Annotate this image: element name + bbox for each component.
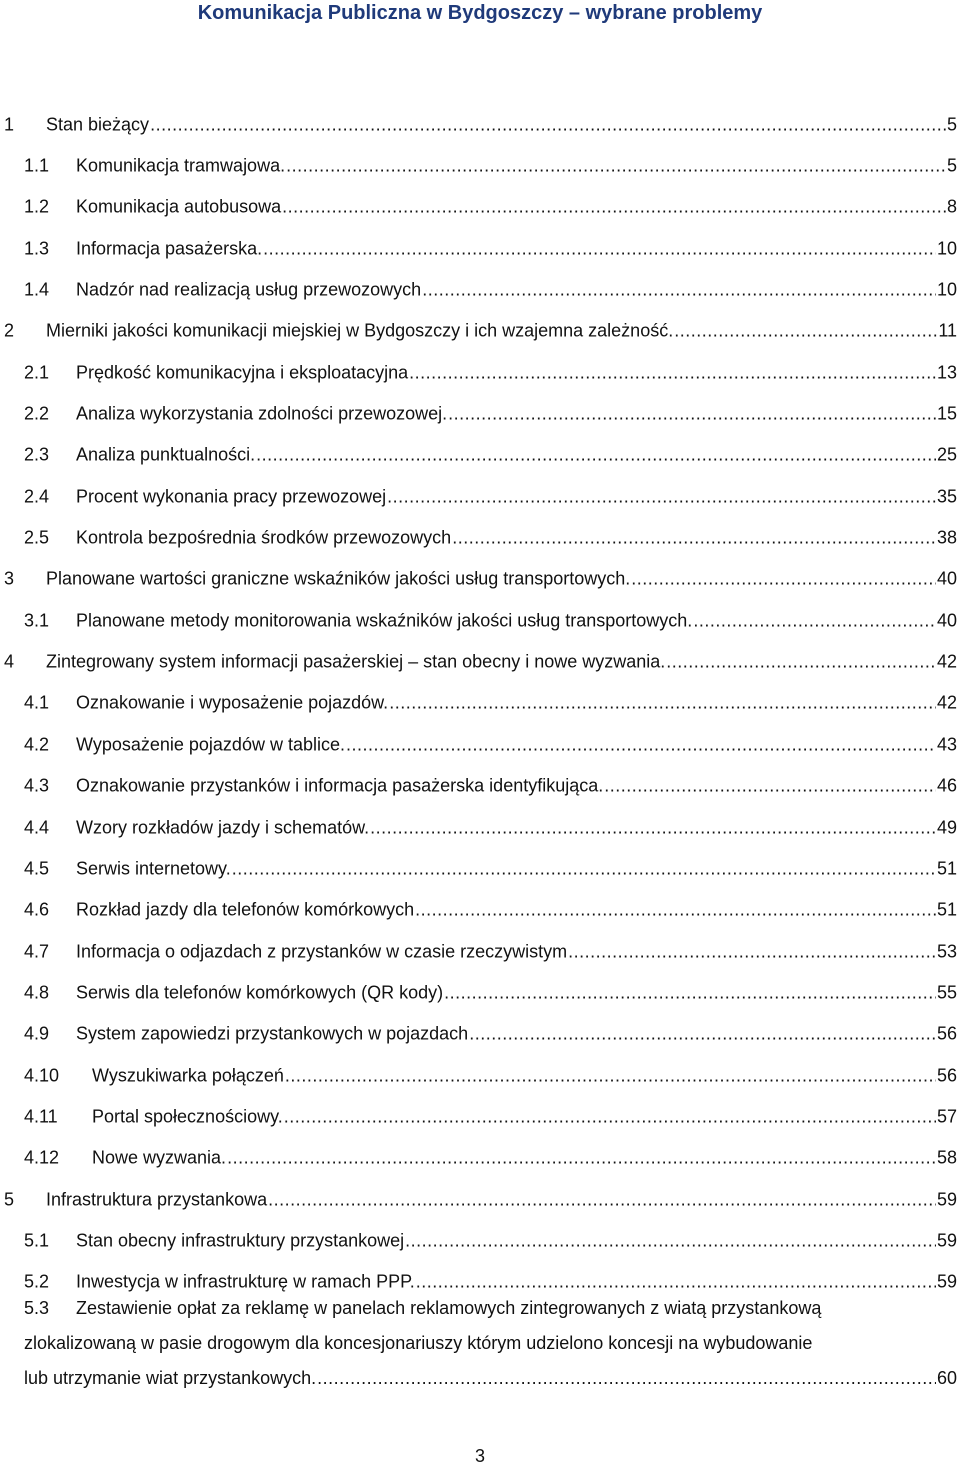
toc-entry[interactable] xyxy=(0,104,960,145)
toc-leader-dots xyxy=(604,776,936,797)
toc-leader-dots xyxy=(282,197,946,218)
toc-entry[interactable] xyxy=(0,600,960,641)
toc-entry-label: System zapowiedzi przystankowych w pojazdach xyxy=(76,1023,469,1044)
toc-entry-number: 5 xyxy=(4,1189,15,1210)
toc-entry-label: Serwis dla telefonów komórkowych (QR kody) xyxy=(76,982,444,1003)
toc-entry-text xyxy=(76,238,960,259)
toc-entry[interactable] xyxy=(0,145,960,186)
toc-entry-number: 2.1 xyxy=(24,362,50,383)
toc-entry-number: 4.12 xyxy=(24,1147,60,1168)
toc-entry-page: 5 xyxy=(946,155,957,176)
toc-entry[interactable] xyxy=(0,228,960,269)
toc-entry-text xyxy=(76,486,960,507)
toc-entry-page: 11 xyxy=(938,320,957,341)
toc-entry-label: Oznakowanie przystanków i informacja pasażerska identyfikująca. xyxy=(76,775,604,796)
toc-entry[interactable] xyxy=(0,807,960,848)
toc-leader-dots xyxy=(444,982,936,1003)
toc-leader-dots xyxy=(268,1189,936,1210)
toc-entry-text xyxy=(46,652,960,673)
toc-entry-number: 2 xyxy=(4,320,15,341)
document-title: Komunikacja Publiczna w Bydgoszczy – wybrane problemy xyxy=(197,2,763,24)
toc-leader-dots xyxy=(415,900,936,921)
toc-entry[interactable] xyxy=(0,187,960,228)
toc-entry-page: 51 xyxy=(936,899,957,920)
toc-entry[interactable] xyxy=(0,931,960,972)
toc-entry[interactable] xyxy=(0,641,960,682)
toc-entry-number: 1.3 xyxy=(24,238,50,259)
toc-entry-page: 46 xyxy=(936,775,957,796)
toc-entry-text xyxy=(46,321,960,342)
toc-entry-number: 3 xyxy=(4,568,15,589)
toc-entry-text xyxy=(76,404,960,425)
toc-leader-dots xyxy=(405,1230,936,1251)
toc-entry-number: 4.6 xyxy=(24,899,50,920)
toc-entry-text xyxy=(76,445,960,466)
toc-leader-dots xyxy=(674,321,937,342)
toc-entry-page: 55 xyxy=(936,982,957,1003)
toc-entry[interactable] xyxy=(0,559,960,600)
toc-entry-number: 2.5 xyxy=(24,527,50,548)
toc-entry-page: 43 xyxy=(936,734,957,755)
toc-entry-text xyxy=(76,528,960,549)
toc-entry-label: Stan obecny infrastruktury przystankowej xyxy=(76,1230,405,1251)
toc-entry-label: Analiza wykorzystania zdolności przewozowej. xyxy=(76,403,448,424)
toc-entry-text xyxy=(46,569,960,590)
toc-entry-number: 2.4 xyxy=(24,486,50,507)
toc-entry-page: 38 xyxy=(936,527,957,548)
toc-entry[interactable] xyxy=(0,972,960,1013)
toc-entry-number: 1 xyxy=(4,114,15,135)
toc-entry-label: Informacja pasażerska. xyxy=(76,238,263,259)
toc-entry-number: 4.7 xyxy=(24,941,50,962)
toc-leader-dots xyxy=(448,404,936,425)
toc-leader-dots xyxy=(346,734,936,755)
toc-entry[interactable] xyxy=(0,1179,960,1220)
toc-entry-page: 49 xyxy=(936,817,957,838)
toc-entry-number: 2.3 xyxy=(24,444,50,465)
toc-entry-text xyxy=(76,280,960,301)
toc-entry-number: 2.2 xyxy=(24,403,50,424)
toc-leader-dots xyxy=(693,610,936,631)
toc-leader-dots xyxy=(256,445,936,466)
toc-leader-dots xyxy=(422,280,936,301)
toc-entry-page: 5 xyxy=(946,114,957,135)
toc-entry-label: Komunikacja autobusowa xyxy=(76,196,282,217)
toc-entry-text xyxy=(76,362,960,383)
toc-entry-page: 60 xyxy=(936,1368,957,1388)
toc-entry-number: 4.5 xyxy=(24,858,50,879)
toc-entry[interactable] xyxy=(0,1096,960,1137)
toc-leader-dots xyxy=(452,528,936,549)
toc-entry-number: 4.1 xyxy=(24,692,50,713)
toc-leader-dots xyxy=(232,858,936,879)
toc-entry-page: 57 xyxy=(936,1106,957,1127)
toc-entry-label-line3: lub utrzymanie wiat przystankowych. xyxy=(24,1368,317,1388)
toc-entry-number: 4.2 xyxy=(24,734,50,755)
toc-entry[interactable] xyxy=(0,1138,960,1179)
toc-entry[interactable] xyxy=(0,766,960,807)
toc-leader-dots xyxy=(286,156,946,177)
toc-entry-number: 5.1 xyxy=(24,1230,50,1251)
toc-entry-number: 4.9 xyxy=(24,1023,50,1044)
toc-entry-page: 10 xyxy=(936,238,957,259)
toc-entry-text xyxy=(76,610,960,631)
toc-leader-dots xyxy=(631,569,936,590)
toc-entry-5-3[interactable] xyxy=(24,1291,960,1396)
toc-entry-number: 3.1 xyxy=(24,610,50,631)
toc-entry-number: 4 xyxy=(4,651,15,672)
toc-leader-dots xyxy=(263,238,936,259)
toc-entry-page: 10 xyxy=(936,279,957,300)
toc-entry-text xyxy=(76,1272,960,1293)
toc-entry-label: Wzory rozkładów jazdy i schematów. xyxy=(76,817,370,838)
toc-entry-number: 1.2 xyxy=(24,196,50,217)
toc-entry-page: 56 xyxy=(936,1023,957,1044)
toc-entry-text xyxy=(76,693,960,714)
toc-entry-number: 4.11 xyxy=(24,1106,58,1127)
toc-entry-text xyxy=(76,982,960,1003)
toc-entry-text xyxy=(76,776,960,797)
toc-entry-number: 4.3 xyxy=(24,775,50,796)
toc-entry-page: 59 xyxy=(936,1189,957,1210)
toc-leader-dots xyxy=(285,1065,936,1086)
toc-entry[interactable] xyxy=(0,848,960,889)
toc-entry-label: Infrastruktura przystankowa xyxy=(46,1189,268,1210)
toc-leader-dots xyxy=(666,652,936,673)
toc-entry-page: 42 xyxy=(936,651,957,672)
toc-entry-text xyxy=(92,1106,960,1127)
toc-entry-label: Oznakowanie i wyposażenie pojazdów. xyxy=(76,692,389,713)
toc-entry-number: 1.4 xyxy=(24,279,50,300)
toc-entry-page: 25 xyxy=(936,444,957,465)
toc-entry-label: Serwis internetowy. xyxy=(76,858,231,879)
toc-entry-label: Rozkład jazdy dla telefonów komórkowych xyxy=(76,899,415,920)
toc-entry-label: Wyposażenie pojazdów w tablice. xyxy=(76,734,345,755)
toc-entry[interactable] xyxy=(0,724,960,765)
toc-entry-label: Zintegrowany system informacji pasażerskiej – stan obecny i nowe wyzwania. xyxy=(46,651,666,672)
toc-entry[interactable] xyxy=(0,393,960,434)
toc-entry-label: Komunikacja tramwajowa. xyxy=(76,155,286,176)
toc-entry-number: 4.4 xyxy=(24,817,50,838)
toc-entry-label: Planowane metody monitorowania wskaźników jakości usług transportowych. xyxy=(76,610,693,631)
toc-entry-label: Prędkość komunikacyjna i eksploatacyjna xyxy=(76,362,409,383)
toc-entry[interactable] xyxy=(0,476,960,517)
toc-entry-text xyxy=(76,156,960,177)
toc-entry-page: 13 xyxy=(936,362,957,383)
toc-entry-label: Inwestycja w infrastrukturę w ramach PPP. xyxy=(76,1271,415,1292)
toc-entry-text xyxy=(46,114,960,135)
toc-leader-dots xyxy=(389,693,936,714)
toc-leader-dots xyxy=(370,817,936,838)
toc-entry-text xyxy=(76,941,960,962)
toc-leader-dots xyxy=(416,1272,936,1293)
toc-entry-text xyxy=(92,1148,960,1169)
toc-entry-page: 40 xyxy=(936,610,957,631)
toc-entry-label-line2: zlokalizowaną w pasie drogowym dla koncesjonariuszy którym udzielono koncesji na wybudowanie xyxy=(24,1333,813,1353)
toc-entry-text xyxy=(76,858,960,879)
toc-entry[interactable] xyxy=(0,269,960,310)
toc-entry[interactable] xyxy=(0,435,960,476)
toc-entry-label-line1: Zestawienie opłat za reklamę w panelach reklamowych zintegrowanych z wiatą przystankową xyxy=(76,1298,822,1318)
toc-leader-dots xyxy=(469,1024,936,1045)
toc-entry-text xyxy=(76,1230,960,1251)
toc-entry-number: 5.2 xyxy=(24,1271,50,1292)
toc-entry[interactable] xyxy=(0,1014,960,1055)
toc-entry-page: 35 xyxy=(936,486,957,507)
toc-entry-page: 40 xyxy=(936,568,957,589)
toc-entry-page: 15 xyxy=(936,403,957,424)
toc-entry-number: 1.1 xyxy=(24,155,50,176)
toc-entry[interactable] xyxy=(0,1055,960,1096)
toc-entry-page: 53 xyxy=(936,941,957,962)
toc-entry-page: 59 xyxy=(936,1230,957,1251)
toc-entry-text xyxy=(76,1024,960,1045)
toc-leader-dots xyxy=(387,486,936,507)
toc-entry-page: 51 xyxy=(936,858,957,879)
toc-entry[interactable] xyxy=(0,311,960,352)
toc-entry-text xyxy=(46,1189,960,1210)
toc-entry-label: Wyszukiwarka połączeń xyxy=(92,1065,284,1086)
toc-leader-dots xyxy=(284,1106,936,1127)
toc-leader-dots xyxy=(150,114,946,135)
toc-leader-dots xyxy=(227,1148,936,1169)
toc-entry-text xyxy=(76,734,960,755)
toc-leader-dots xyxy=(409,362,936,383)
toc-entry[interactable] xyxy=(0,683,960,724)
toc-entry-label: Stan bieżący xyxy=(46,114,150,135)
toc-entry-page: 58 xyxy=(936,1147,957,1168)
toc-entry-page: 59 xyxy=(936,1271,957,1292)
toc-entry-text xyxy=(76,900,960,921)
toc-entry-label: Portal społecznościowy. xyxy=(92,1106,283,1127)
toc-entry[interactable] xyxy=(0,517,960,558)
toc-entry-text xyxy=(76,197,960,218)
toc-entry-page: 42 xyxy=(936,692,957,713)
toc-entry-label: Nowe wyzwania. xyxy=(92,1147,227,1168)
toc-entry-number: 5.3 xyxy=(24,1298,50,1318)
toc-entry-label: Procent wykonania pracy przewozowej xyxy=(76,486,387,507)
toc-entry-number: 4.10 xyxy=(24,1065,60,1086)
toc-entry-number: 4.8 xyxy=(24,982,50,1003)
toc-entry-label: Mierniki jakości komunikacji miejskiej w Bydgoszczy i ich wzajemna zależność. xyxy=(46,320,674,341)
toc-entry[interactable] xyxy=(0,1220,960,1261)
toc-entry-label: Informacja o odjazdach z przystanków w czasie rzeczywistym xyxy=(76,941,568,962)
toc-entry-label: Analiza punktualności. xyxy=(76,444,256,465)
toc-entry-text xyxy=(92,1065,960,1086)
toc-entry-label: Kontrola bezpośrednia środków przewozowych xyxy=(76,527,452,548)
table-of-contents xyxy=(0,104,960,1303)
toc-entry[interactable] xyxy=(0,352,960,393)
page-number: 3 xyxy=(474,1446,485,1466)
toc-leader-dots xyxy=(317,1361,936,1396)
toc-entry-label: Planowane wartości graniczne wskaźników jakości usług transportowych. xyxy=(46,568,631,589)
toc-entry[interactable] xyxy=(0,890,960,931)
toc-entry-text xyxy=(76,817,960,838)
toc-entry-page: 8 xyxy=(946,196,957,217)
toc-entry-label: Nadzór nad realizacją usług przewozowych xyxy=(76,279,422,300)
toc-entry-page: 56 xyxy=(936,1065,957,1086)
toc-leader-dots xyxy=(568,941,936,962)
